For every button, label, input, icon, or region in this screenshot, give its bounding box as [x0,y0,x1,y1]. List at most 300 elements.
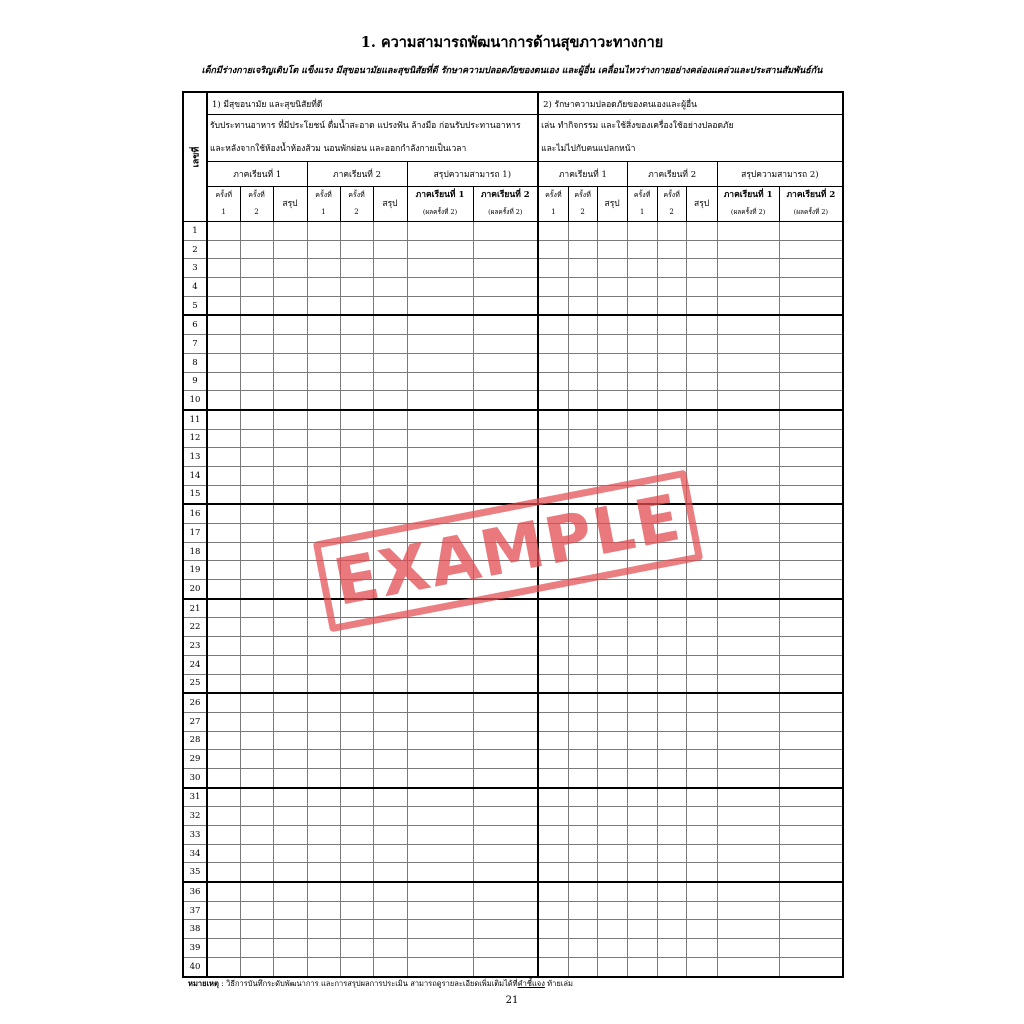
score-cell[interactable] [373,826,407,845]
score-cell[interactable] [207,674,240,693]
score-cell[interactable] [627,957,657,976]
score-cell[interactable] [240,939,273,958]
score-cell[interactable] [307,674,340,693]
score-cell[interactable] [207,448,240,467]
score-cell[interactable] [627,466,657,485]
score-cell[interactable] [657,561,686,580]
score-cell[interactable] [373,882,407,901]
score-cell[interactable] [240,618,273,637]
score-cell[interactable] [207,372,240,391]
score-cell[interactable] [207,768,240,787]
score-cell[interactable] [538,882,568,901]
score-cell[interactable] [717,637,779,656]
score-cell[interactable] [686,429,717,448]
score-cell[interactable] [717,410,779,429]
score-cell[interactable] [717,939,779,958]
score-cell[interactable] [627,429,657,448]
score-cell[interactable] [407,296,473,315]
score-cell[interactable] [373,901,407,920]
score-cell[interactable] [568,750,597,769]
score-cell[interactable] [717,372,779,391]
score-cell[interactable] [340,504,373,523]
score-cell[interactable] [207,863,240,882]
score-cell[interactable] [373,788,407,807]
score-cell[interactable] [373,542,407,561]
score-cell[interactable] [307,222,340,241]
score-cell[interactable] [597,712,627,731]
score-cell[interactable] [273,315,307,334]
score-cell[interactable] [307,335,340,354]
score-cell[interactable] [779,788,843,807]
score-cell[interactable] [373,637,407,656]
score-cell[interactable] [657,315,686,334]
score-cell[interactable] [373,580,407,599]
score-cell[interactable] [273,222,307,241]
score-cell[interactable] [473,391,538,410]
score-cell[interactable] [307,788,340,807]
score-cell[interactable] [240,599,273,618]
score-cell[interactable] [340,920,373,939]
score-cell[interactable] [307,542,340,561]
score-cell[interactable] [207,542,240,561]
score-cell[interactable] [340,712,373,731]
score-cell[interactable] [657,485,686,504]
score-cell[interactable] [207,807,240,826]
score-cell[interactable] [568,844,597,863]
score-cell[interactable] [597,222,627,241]
score-cell[interactable] [373,750,407,769]
score-cell[interactable] [407,768,473,787]
score-cell[interactable] [473,712,538,731]
score-cell[interactable] [717,466,779,485]
score-cell[interactable] [407,882,473,901]
score-cell[interactable] [779,731,843,750]
score-cell[interactable] [597,466,627,485]
score-cell[interactable] [657,278,686,297]
score-cell[interactable] [779,372,843,391]
score-cell[interactable] [657,957,686,976]
score-cell[interactable] [340,674,373,693]
score-cell[interactable] [240,826,273,845]
score-cell[interactable] [207,504,240,523]
score-cell[interactable] [273,561,307,580]
score-cell[interactable] [686,693,717,712]
score-cell[interactable] [307,618,340,637]
score-cell[interactable] [597,957,627,976]
score-cell[interactable] [373,240,407,259]
score-cell[interactable] [240,693,273,712]
score-cell[interactable] [473,240,538,259]
score-cell[interactable] [779,353,843,372]
score-cell[interactable] [407,542,473,561]
score-cell[interactable] [407,655,473,674]
score-cell[interactable] [717,712,779,731]
score-cell[interactable] [307,561,340,580]
score-cell[interactable] [657,618,686,637]
score-cell[interactable] [538,315,568,334]
score-cell[interactable] [373,222,407,241]
score-cell[interactable] [717,524,779,543]
score-cell[interactable] [373,335,407,354]
score-cell[interactable] [779,259,843,278]
score-cell[interactable] [686,901,717,920]
score-cell[interactable] [538,768,568,787]
score-cell[interactable] [473,222,538,241]
score-cell[interactable] [407,807,473,826]
score-cell[interactable] [597,410,627,429]
score-cell[interactable] [657,466,686,485]
score-cell[interactable] [273,429,307,448]
score-cell[interactable] [407,504,473,523]
score-cell[interactable] [627,485,657,504]
score-cell[interactable] [597,335,627,354]
score-cell[interactable] [207,410,240,429]
score-cell[interactable] [340,485,373,504]
score-cell[interactable] [240,637,273,656]
score-cell[interactable] [373,712,407,731]
score-cell[interactable] [407,524,473,543]
score-cell[interactable] [657,939,686,958]
score-cell[interactable] [273,788,307,807]
score-cell[interactable] [568,466,597,485]
score-cell[interactable] [686,826,717,845]
score-cell[interactable] [627,580,657,599]
score-cell[interactable] [568,768,597,787]
score-cell[interactable] [717,296,779,315]
score-cell[interactable] [307,882,340,901]
score-cell[interactable] [273,731,307,750]
score-cell[interactable] [717,335,779,354]
score-cell[interactable] [538,504,568,523]
score-cell[interactable] [717,542,779,561]
score-cell[interactable] [657,448,686,467]
score-cell[interactable] [568,599,597,618]
score-cell[interactable] [779,807,843,826]
score-cell[interactable] [373,504,407,523]
score-cell[interactable] [717,222,779,241]
score-cell[interactable] [407,712,473,731]
score-cell[interactable] [473,448,538,467]
score-cell[interactable] [686,655,717,674]
score-cell[interactable] [597,504,627,523]
score-cell[interactable] [373,410,407,429]
score-cell[interactable] [240,504,273,523]
score-cell[interactable] [597,637,627,656]
score-cell[interactable] [340,391,373,410]
score-cell[interactable] [657,410,686,429]
score-cell[interactable] [627,788,657,807]
score-cell[interactable] [273,524,307,543]
score-cell[interactable] [779,504,843,523]
score-cell[interactable] [568,788,597,807]
score-cell[interactable] [627,240,657,259]
score-cell[interactable] [686,278,717,297]
score-cell[interactable] [627,901,657,920]
score-cell[interactable] [273,920,307,939]
score-cell[interactable] [273,618,307,637]
score-cell[interactable] [273,674,307,693]
score-cell[interactable] [307,939,340,958]
score-cell[interactable] [473,561,538,580]
score-cell[interactable] [779,901,843,920]
score-cell[interactable] [473,863,538,882]
score-cell[interactable] [340,807,373,826]
score-cell[interactable] [273,957,307,976]
score-cell[interactable] [473,731,538,750]
score-cell[interactable] [627,504,657,523]
score-cell[interactable] [340,580,373,599]
score-cell[interactable] [473,278,538,297]
score-cell[interactable] [240,901,273,920]
score-cell[interactable] [657,391,686,410]
score-cell[interactable] [568,542,597,561]
score-cell[interactable] [627,542,657,561]
score-cell[interactable] [373,599,407,618]
score-cell[interactable] [717,826,779,845]
score-cell[interactable] [627,561,657,580]
score-cell[interactable] [568,655,597,674]
score-cell[interactable] [568,240,597,259]
score-cell[interactable] [597,391,627,410]
score-cell[interactable] [717,315,779,334]
score-cell[interactable] [207,429,240,448]
score-cell[interactable] [627,599,657,618]
score-cell[interactable] [340,618,373,637]
score-cell[interactable] [307,485,340,504]
score-cell[interactable] [686,957,717,976]
score-cell[interactable] [273,296,307,315]
score-cell[interactable] [627,674,657,693]
score-cell[interactable] [373,844,407,863]
score-cell[interactable] [686,750,717,769]
score-cell[interactable] [373,429,407,448]
score-cell[interactable] [473,372,538,391]
score-cell[interactable] [240,259,273,278]
score-cell[interactable] [627,524,657,543]
score-cell[interactable] [568,618,597,637]
score-cell[interactable] [340,901,373,920]
score-cell[interactable] [373,655,407,674]
score-cell[interactable] [340,278,373,297]
score-cell[interactable] [657,750,686,769]
score-cell[interactable] [779,674,843,693]
score-cell[interactable] [717,693,779,712]
score-cell[interactable] [568,448,597,467]
score-cell[interactable] [407,731,473,750]
score-cell[interactable] [407,693,473,712]
score-cell[interactable] [717,768,779,787]
score-cell[interactable] [373,863,407,882]
score-cell[interactable] [779,391,843,410]
score-cell[interactable] [473,315,538,334]
score-cell[interactable] [779,561,843,580]
score-cell[interactable] [240,750,273,769]
score-cell[interactable] [273,882,307,901]
score-cell[interactable] [657,731,686,750]
score-cell[interactable] [686,863,717,882]
score-cell[interactable] [340,296,373,315]
score-cell[interactable] [207,618,240,637]
score-cell[interactable] [340,259,373,278]
score-cell[interactable] [273,807,307,826]
score-cell[interactable] [597,920,627,939]
score-cell[interactable] [538,599,568,618]
score-cell[interactable] [240,920,273,939]
score-cell[interactable] [373,939,407,958]
score-cell[interactable] [273,485,307,504]
score-cell[interactable] [307,920,340,939]
score-cell[interactable] [627,353,657,372]
score-cell[interactable] [207,222,240,241]
score-cell[interactable] [240,768,273,787]
score-cell[interactable] [473,768,538,787]
score-cell[interactable] [717,278,779,297]
score-cell[interactable] [627,618,657,637]
score-cell[interactable] [273,901,307,920]
score-cell[interactable] [240,674,273,693]
score-cell[interactable] [207,561,240,580]
score-cell[interactable] [538,693,568,712]
score-cell[interactable] [407,750,473,769]
score-cell[interactable] [597,731,627,750]
score-cell[interactable] [273,844,307,863]
score-cell[interactable] [307,372,340,391]
score-cell[interactable] [627,448,657,467]
score-cell[interactable] [627,807,657,826]
score-cell[interactable] [340,315,373,334]
score-cell[interactable] [538,618,568,637]
score-cell[interactable] [240,448,273,467]
score-cell[interactable] [779,637,843,656]
score-cell[interactable] [407,901,473,920]
score-cell[interactable] [407,259,473,278]
score-cell[interactable] [717,674,779,693]
score-cell[interactable] [538,542,568,561]
score-cell[interactable] [597,278,627,297]
score-cell[interactable] [373,391,407,410]
score-cell[interactable] [240,429,273,448]
score-cell[interactable] [657,920,686,939]
score-cell[interactable] [779,448,843,467]
score-cell[interactable] [657,826,686,845]
score-cell[interactable] [686,391,717,410]
score-cell[interactable] [686,599,717,618]
score-cell[interactable] [340,542,373,561]
score-cell[interactable] [686,372,717,391]
score-cell[interactable] [207,712,240,731]
score-cell[interactable] [568,807,597,826]
score-cell[interactable] [627,278,657,297]
score-cell[interactable] [473,844,538,863]
score-cell[interactable] [307,524,340,543]
score-cell[interactable] [307,296,340,315]
score-cell[interactable] [597,485,627,504]
score-cell[interactable] [779,222,843,241]
score-cell[interactable] [473,674,538,693]
score-cell[interactable] [273,580,307,599]
score-cell[interactable] [407,391,473,410]
score-cell[interactable] [597,542,627,561]
score-cell[interactable] [568,372,597,391]
score-cell[interactable] [538,920,568,939]
score-cell[interactable] [273,637,307,656]
score-cell[interactable] [568,920,597,939]
score-cell[interactable] [657,372,686,391]
score-cell[interactable] [717,618,779,637]
score-cell[interactable] [538,844,568,863]
score-cell[interactable] [657,296,686,315]
score-cell[interactable] [340,882,373,901]
score-cell[interactable] [779,466,843,485]
score-cell[interactable] [568,637,597,656]
score-cell[interactable] [273,335,307,354]
score-cell[interactable] [273,391,307,410]
score-cell[interactable] [686,844,717,863]
score-cell[interactable] [779,712,843,731]
score-cell[interactable] [568,222,597,241]
score-cell[interactable] [207,240,240,259]
score-cell[interactable] [657,335,686,354]
score-cell[interactable] [207,278,240,297]
score-cell[interactable] [627,712,657,731]
score-cell[interactable] [407,957,473,976]
score-cell[interactable] [779,335,843,354]
score-cell[interactable] [686,618,717,637]
score-cell[interactable] [627,844,657,863]
score-cell[interactable] [240,788,273,807]
score-cell[interactable] [373,674,407,693]
score-cell[interactable] [657,674,686,693]
score-cell[interactable] [307,599,340,618]
score-cell[interactable] [207,826,240,845]
score-cell[interactable] [340,693,373,712]
score-cell[interactable] [207,788,240,807]
score-cell[interactable] [538,335,568,354]
score-cell[interactable] [207,901,240,920]
score-cell[interactable] [568,731,597,750]
score-cell[interactable] [340,222,373,241]
score-cell[interactable] [340,750,373,769]
score-cell[interactable] [240,296,273,315]
score-cell[interactable] [717,485,779,504]
score-cell[interactable] [273,863,307,882]
score-cell[interactable] [340,957,373,976]
score-cell[interactable] [307,410,340,429]
score-cell[interactable] [473,807,538,826]
score-cell[interactable] [717,882,779,901]
score-cell[interactable] [686,315,717,334]
footnote-link[interactable]: คำชี้แจง [517,979,545,988]
score-cell[interactable] [627,410,657,429]
score-cell[interactable] [473,353,538,372]
score-cell[interactable] [207,693,240,712]
score-cell[interactable] [240,278,273,297]
score-cell[interactable] [568,882,597,901]
score-cell[interactable] [307,655,340,674]
score-cell[interactable] [627,863,657,882]
score-cell[interactable] [407,920,473,939]
score-cell[interactable] [657,693,686,712]
score-cell[interactable] [657,863,686,882]
score-cell[interactable] [779,863,843,882]
score-cell[interactable] [657,429,686,448]
score-cell[interactable] [568,353,597,372]
score-cell[interactable] [207,882,240,901]
score-cell[interactable] [373,807,407,826]
score-cell[interactable] [686,504,717,523]
score-cell[interactable] [538,391,568,410]
score-cell[interactable] [657,222,686,241]
